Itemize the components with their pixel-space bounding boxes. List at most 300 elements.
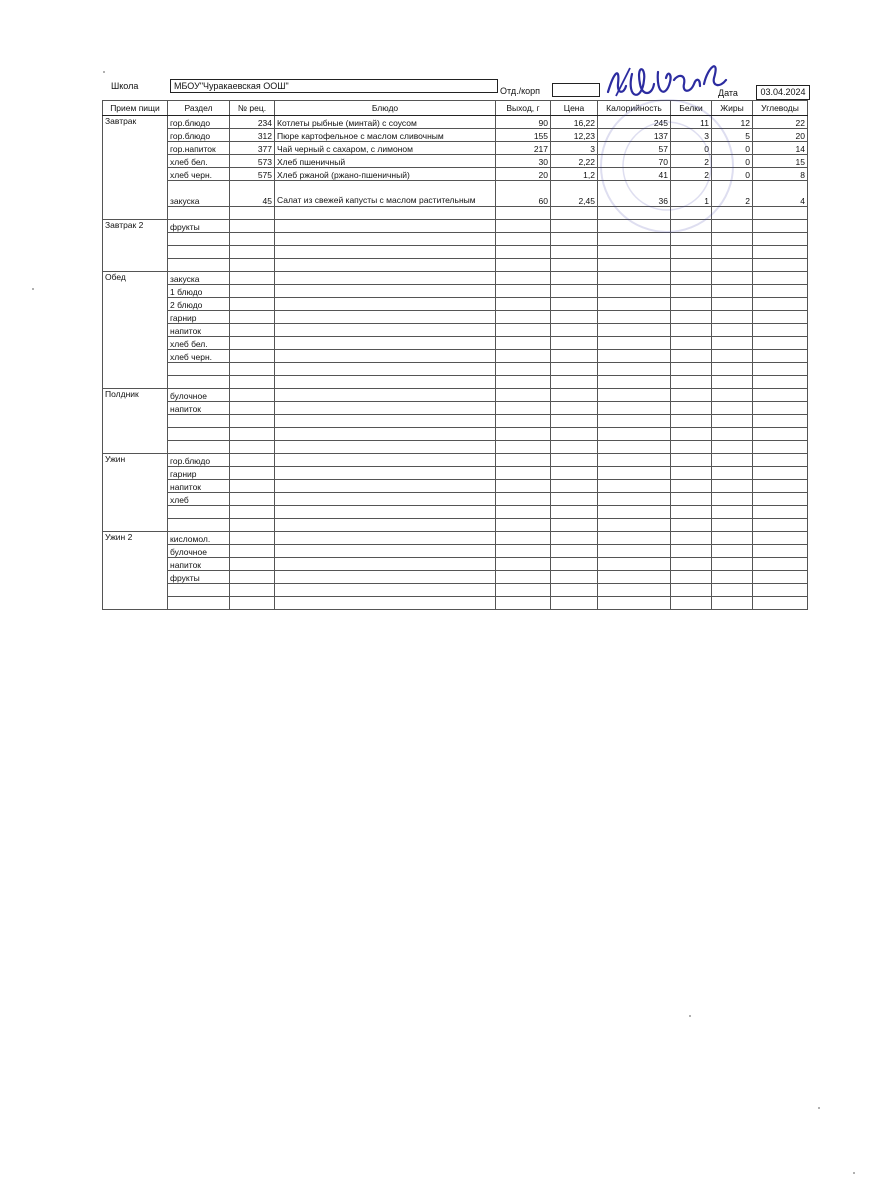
price-cell: [551, 285, 598, 298]
section-cell: напиток: [168, 558, 230, 571]
col-header-meal: Прием пищи: [103, 101, 168, 116]
yield-cell: 90: [496, 116, 551, 129]
yield-cell: [496, 519, 551, 532]
kcal-cell: [598, 428, 671, 441]
section-cell: напиток: [168, 480, 230, 493]
recipe-cell: [230, 298, 275, 311]
protein-cell: [671, 272, 712, 285]
dish-cell: [275, 467, 496, 480]
scan-speck: [853, 1172, 855, 1174]
fat-cell: [712, 376, 753, 389]
dish-cell: Хлеб пшеничный: [275, 155, 496, 168]
dish-cell: Котлеты рыбные (минтай) с соусом: [275, 116, 496, 129]
dish-cell: [275, 246, 496, 259]
kcal-cell: [598, 467, 671, 480]
dish-cell: [275, 376, 496, 389]
carbs-cell: [753, 350, 808, 363]
price-cell: [551, 311, 598, 324]
table-row: [103, 428, 808, 441]
school-label: Школа: [111, 81, 139, 91]
table-row: [103, 415, 808, 428]
price-cell: 2,22: [551, 155, 598, 168]
fat-cell: [712, 298, 753, 311]
protein-cell: 2: [671, 155, 712, 168]
protein-cell: 11: [671, 116, 712, 129]
dish-cell: [275, 545, 496, 558]
section-cell: напиток: [168, 402, 230, 415]
col-header-price: Цена: [551, 101, 598, 116]
table-row: [103, 311, 808, 324]
col-header-kcal: Калорийность: [598, 101, 671, 116]
dish-cell: [275, 363, 496, 376]
recipe-cell: [230, 597, 275, 610]
carbs-cell: [753, 233, 808, 246]
section-cell: [168, 207, 230, 220]
price-cell: [551, 415, 598, 428]
recipe-cell: [230, 259, 275, 272]
fat-cell: [712, 571, 753, 584]
kcal-cell: [598, 285, 671, 298]
dish-cell: [275, 402, 496, 415]
yield-cell: [496, 558, 551, 571]
section-cell: [168, 519, 230, 532]
price-cell: [551, 506, 598, 519]
protein-cell: [671, 337, 712, 350]
kcal-cell: [598, 493, 671, 506]
section-cell: 2 блюдо: [168, 298, 230, 311]
protein-cell: [671, 506, 712, 519]
recipe-cell: [230, 532, 275, 545]
yield-cell: [496, 298, 551, 311]
price-cell: [551, 337, 598, 350]
yield-cell: [496, 363, 551, 376]
fat-cell: [712, 545, 753, 558]
yield-cell: [496, 597, 551, 610]
protein-cell: [671, 558, 712, 571]
yield-cell: [496, 272, 551, 285]
yield-cell: [496, 415, 551, 428]
kcal-cell: [598, 324, 671, 337]
protein-cell: [671, 532, 712, 545]
price-cell: [551, 402, 598, 415]
yield-cell: [496, 428, 551, 441]
yield-cell: [496, 207, 551, 220]
fat-cell: [712, 493, 753, 506]
recipe-cell: 575: [230, 168, 275, 181]
protein-cell: 3: [671, 129, 712, 142]
recipe-cell: [230, 207, 275, 220]
section-cell: булочное: [168, 389, 230, 402]
section-cell: [168, 597, 230, 610]
recipe-cell: 234: [230, 116, 275, 129]
section-cell: гарнир: [168, 311, 230, 324]
col-header-dish: Блюдо: [275, 101, 496, 116]
dish-cell: [275, 350, 496, 363]
price-cell: [551, 467, 598, 480]
protein-cell: [671, 454, 712, 467]
yield-cell: [496, 259, 551, 272]
yield-cell: [496, 220, 551, 233]
col-header-protein: Белки: [671, 101, 712, 116]
recipe-cell: [230, 350, 275, 363]
table-row: [103, 363, 808, 376]
date-label: Дата: [718, 88, 738, 98]
recipe-cell: 45: [230, 181, 275, 207]
carbs-cell: [753, 584, 808, 597]
protein-cell: [671, 259, 712, 272]
fat-cell: 2: [712, 181, 753, 207]
recipe-cell: 573: [230, 155, 275, 168]
yield-cell: [496, 480, 551, 493]
fat-cell: [712, 428, 753, 441]
kcal-cell: 57: [598, 142, 671, 155]
kcal-cell: [598, 272, 671, 285]
price-cell: [551, 233, 598, 246]
recipe-cell: [230, 428, 275, 441]
dish-cell: [275, 532, 496, 545]
price-cell: [551, 441, 598, 454]
protein-cell: [671, 571, 712, 584]
protein-cell: [671, 480, 712, 493]
section-cell: гарнир: [168, 467, 230, 480]
section-cell: хлеб бел.: [168, 337, 230, 350]
price-cell: 12,23: [551, 129, 598, 142]
carbs-cell: [753, 337, 808, 350]
kcal-cell: [598, 246, 671, 259]
protein-cell: [671, 415, 712, 428]
scan-speck: [818, 1107, 820, 1109]
kcal-cell: [598, 337, 671, 350]
section-cell: [168, 259, 230, 272]
kcal-cell: [598, 441, 671, 454]
protein-cell: [671, 376, 712, 389]
price-cell: [551, 558, 598, 571]
price-cell: [551, 428, 598, 441]
protein-cell: [671, 298, 712, 311]
kcal-cell: 41: [598, 168, 671, 181]
protein-cell: [671, 441, 712, 454]
kcal-cell: [598, 259, 671, 272]
price-cell: [551, 220, 598, 233]
fat-cell: [712, 311, 753, 324]
recipe-cell: 312: [230, 129, 275, 142]
table-row: [103, 480, 808, 493]
recipe-cell: [230, 324, 275, 337]
table-row: [103, 597, 808, 610]
dish-cell: [275, 441, 496, 454]
col-header-carbs: Углеводы: [753, 101, 808, 116]
table-row: [103, 441, 808, 454]
kcal-cell: 245: [598, 116, 671, 129]
kcal-cell: [598, 584, 671, 597]
carbs-cell: [753, 519, 808, 532]
dish-cell: [275, 207, 496, 220]
carbs-cell: [753, 467, 808, 480]
fat-cell: [712, 324, 753, 337]
fat-cell: [712, 584, 753, 597]
kcal-cell: [598, 571, 671, 584]
table-row: [103, 519, 808, 532]
dish-cell: [275, 519, 496, 532]
dish-cell: [275, 454, 496, 467]
section-cell: [168, 441, 230, 454]
table-row: [103, 571, 808, 584]
protein-cell: [671, 311, 712, 324]
kcal-cell: 137: [598, 129, 671, 142]
yield-cell: [496, 506, 551, 519]
price-cell: [551, 207, 598, 220]
kcal-cell: [598, 519, 671, 532]
recipe-cell: [230, 246, 275, 259]
date-field: 03.04.2024: [756, 85, 810, 100]
section-cell: [168, 506, 230, 519]
section-cell: напиток: [168, 324, 230, 337]
fat-cell: [712, 441, 753, 454]
fat-cell: [712, 337, 753, 350]
dish-cell: [275, 337, 496, 350]
yield-cell: [496, 324, 551, 337]
kcal-cell: [598, 532, 671, 545]
dish-cell: [275, 311, 496, 324]
table-row: [103, 246, 808, 259]
kcal-cell: [598, 376, 671, 389]
kcal-cell: [598, 389, 671, 402]
recipe-cell: [230, 480, 275, 493]
recipe-cell: [230, 519, 275, 532]
price-cell: 3: [551, 142, 598, 155]
carbs-cell: [753, 480, 808, 493]
price-cell: 2,45: [551, 181, 598, 207]
protein-cell: [671, 324, 712, 337]
recipe-cell: [230, 467, 275, 480]
section-cell: фрукты: [168, 220, 230, 233]
scan-speck: [103, 71, 105, 73]
yield-cell: [496, 454, 551, 467]
dish-cell: [275, 220, 496, 233]
carbs-cell: 22: [753, 116, 808, 129]
section-cell: [168, 363, 230, 376]
section-cell: хлеб черн.: [168, 350, 230, 363]
table-row: [103, 259, 808, 272]
yield-cell: 30: [496, 155, 551, 168]
meal-name-cell: Ужин 2: [103, 532, 168, 610]
recipe-cell: [230, 506, 275, 519]
fat-cell: [712, 506, 753, 519]
recipe-cell: [230, 402, 275, 415]
fat-cell: [712, 415, 753, 428]
recipe-cell: [230, 571, 275, 584]
fat-cell: 0: [712, 168, 753, 181]
fat-cell: [712, 467, 753, 480]
fat-cell: [712, 389, 753, 402]
yield-cell: 20: [496, 168, 551, 181]
dish-cell: [275, 272, 496, 285]
signature: [596, 44, 736, 114]
section-cell: [168, 376, 230, 389]
section-cell: [168, 428, 230, 441]
meal-name-cell: Ужин: [103, 454, 168, 532]
table-row: [103, 506, 808, 519]
dish-cell: [275, 571, 496, 584]
fat-cell: [712, 259, 753, 272]
table-row: [103, 493, 808, 506]
table-row: [103, 584, 808, 597]
protein-cell: 1: [671, 181, 712, 207]
protein-cell: 0: [671, 142, 712, 155]
table-row: [103, 337, 808, 350]
recipe-cell: [230, 584, 275, 597]
carbs-cell: [753, 597, 808, 610]
price-cell: 1,2: [551, 168, 598, 181]
carbs-cell: [753, 363, 808, 376]
recipe-cell: [230, 493, 275, 506]
protein-cell: [671, 597, 712, 610]
recipe-cell: [230, 441, 275, 454]
carbs-cell: [753, 389, 808, 402]
fat-cell: 0: [712, 155, 753, 168]
meal-name-cell: Обед: [103, 272, 168, 389]
recipe-cell: [230, 233, 275, 246]
kcal-cell: 36: [598, 181, 671, 207]
yield-cell: [496, 246, 551, 259]
dept-label: Отд./корп: [500, 86, 540, 96]
carbs-cell: [753, 246, 808, 259]
protein-cell: [671, 545, 712, 558]
dish-cell: [275, 428, 496, 441]
yield-cell: 60: [496, 181, 551, 207]
protein-cell: [671, 467, 712, 480]
dish-cell: [275, 506, 496, 519]
yield-cell: [496, 545, 551, 558]
price-cell: [551, 246, 598, 259]
section-cell: гор.блюдо: [168, 116, 230, 129]
recipe-cell: [230, 272, 275, 285]
protein-cell: [671, 493, 712, 506]
carbs-cell: [753, 311, 808, 324]
price-cell: [551, 272, 598, 285]
dish-cell: [275, 558, 496, 571]
kcal-cell: [598, 597, 671, 610]
carbs-cell: [753, 415, 808, 428]
yield-cell: [496, 350, 551, 363]
dish-cell: [275, 259, 496, 272]
recipe-cell: 377: [230, 142, 275, 155]
table-row: [103, 272, 808, 285]
table-row: [103, 532, 808, 545]
protein-cell: [671, 519, 712, 532]
carbs-cell: [753, 532, 808, 545]
dish-cell: [275, 285, 496, 298]
col-header-fat: Жиры: [712, 101, 753, 116]
kcal-cell: [598, 350, 671, 363]
price-cell: [551, 545, 598, 558]
protein-cell: [671, 402, 712, 415]
table-row: [103, 376, 808, 389]
table-row: [103, 467, 808, 480]
carbs-cell: [753, 376, 808, 389]
dish-cell: Салат из свежей капусты с маслом растительным: [275, 181, 496, 207]
carbs-cell: [753, 493, 808, 506]
table-row: [103, 350, 808, 363]
fat-cell: [712, 363, 753, 376]
carbs-cell: 14: [753, 142, 808, 155]
section-cell: [168, 584, 230, 597]
protein-cell: [671, 246, 712, 259]
price-cell: [551, 519, 598, 532]
meal-name-cell: Завтрак 2: [103, 220, 168, 272]
price-cell: [551, 389, 598, 402]
meal-name-cell: Завтрак: [103, 116, 168, 220]
yield-cell: 217: [496, 142, 551, 155]
carbs-cell: [753, 545, 808, 558]
price-cell: [551, 480, 598, 493]
carbs-cell: 8: [753, 168, 808, 181]
recipe-cell: [230, 415, 275, 428]
table-row: [103, 298, 808, 311]
price-cell: [551, 454, 598, 467]
yield-cell: [496, 311, 551, 324]
recipe-cell: [230, 376, 275, 389]
dish-cell: Пюре картофельное с маслом сливочным: [275, 129, 496, 142]
price-cell: [551, 493, 598, 506]
fat-cell: [712, 558, 753, 571]
price-cell: [551, 350, 598, 363]
col-header-yield: Выход, г: [496, 101, 551, 116]
yield-cell: [496, 389, 551, 402]
price-cell: [551, 532, 598, 545]
yield-cell: [496, 337, 551, 350]
section-cell: хлеб черн.: [168, 168, 230, 181]
dish-cell: Хлеб ржаной (ржано-пшеничный): [275, 168, 496, 181]
yield-cell: [496, 441, 551, 454]
fat-cell: [712, 350, 753, 363]
dish-cell: [275, 415, 496, 428]
yield-cell: [496, 467, 551, 480]
carbs-cell: 4: [753, 181, 808, 207]
kcal-cell: [598, 558, 671, 571]
table-row: [103, 545, 808, 558]
school-name-field: МБОУ"Чуракаевская ООШ": [170, 79, 498, 93]
fat-cell: 0: [712, 142, 753, 155]
price-cell: [551, 597, 598, 610]
yield-cell: [496, 571, 551, 584]
table-row: [103, 324, 808, 337]
carbs-cell: [753, 441, 808, 454]
price-cell: [551, 259, 598, 272]
table-row: [103, 454, 808, 467]
carbs-cell: [753, 454, 808, 467]
carbs-cell: [753, 571, 808, 584]
section-cell: фрукты: [168, 571, 230, 584]
kcal-cell: [598, 506, 671, 519]
scan-speck: [32, 288, 34, 290]
section-cell: [168, 415, 230, 428]
yield-cell: [496, 233, 551, 246]
section-cell: гор.блюдо: [168, 454, 230, 467]
kcal-cell: [598, 363, 671, 376]
protein-cell: [671, 584, 712, 597]
dept-field: [552, 83, 600, 97]
protein-cell: 2: [671, 168, 712, 181]
protein-cell: [671, 285, 712, 298]
fat-cell: [712, 519, 753, 532]
recipe-cell: [230, 389, 275, 402]
section-cell: закуска: [168, 181, 230, 207]
fat-cell: [712, 454, 753, 467]
carbs-cell: [753, 298, 808, 311]
recipe-cell: [230, 337, 275, 350]
dish-cell: [275, 480, 496, 493]
